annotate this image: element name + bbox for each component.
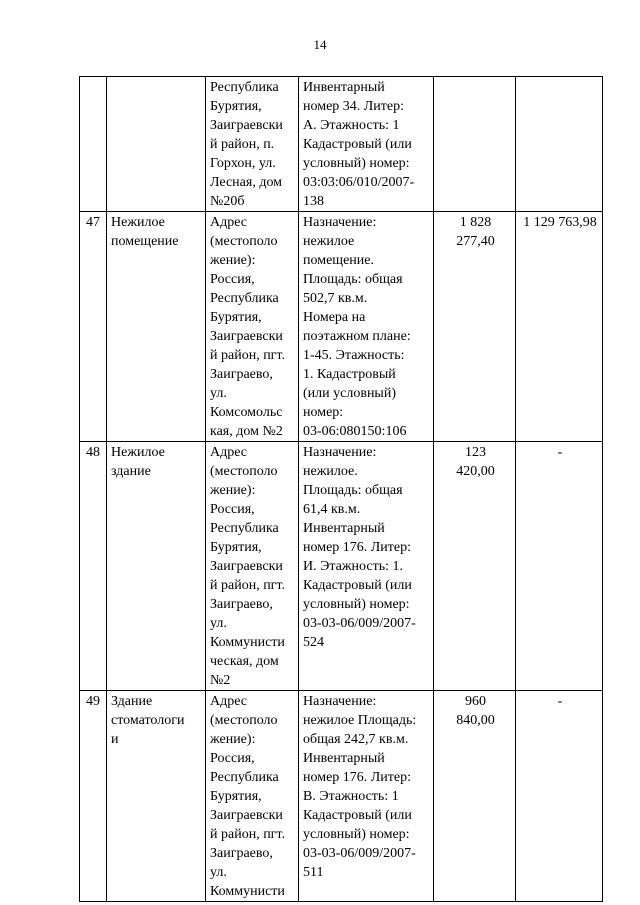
row-number-cell — [80, 77, 107, 212]
cell-text-line: Россия, — [210, 502, 255, 517]
cell-text-line: 1 129 763,98 — [523, 215, 597, 230]
cell-text-line: помещение. — [303, 253, 374, 268]
cell-text-line: и — [111, 732, 119, 747]
cell-text-line: Республика — [210, 80, 279, 95]
address-cell — [206, 442, 299, 691]
cell-text-line: Комсомольс — [210, 405, 283, 420]
cost-cell — [434, 212, 516, 442]
page-number: 14 — [313, 37, 327, 52]
cell-text-line: (или условный) — [303, 386, 396, 401]
characteristics-cell — [299, 442, 434, 691]
address-cell — [206, 691, 299, 902]
cell-text-line: 502,7 кв.м. — [303, 291, 368, 306]
cell-text-line: общая 242,7 кв.м. — [303, 732, 409, 747]
characteristics-cell — [299, 212, 434, 442]
cell-text-line: условный) номер: — [303, 827, 410, 842]
cell-text-line: условный) номер: — [303, 156, 410, 171]
cell-text-line: номер 176. Литер: — [303, 540, 412, 555]
cell-text-line: Коммунисти — [210, 635, 285, 650]
cell-text-line: 511 — [303, 865, 324, 880]
cell-text-line: Республика — [210, 521, 279, 536]
cell-text-line: 123 — [465, 445, 486, 460]
cell-text-line: 960 — [465, 694, 486, 709]
cell-text-line: помещение — [111, 234, 179, 249]
cell-text-line: условный) номер: — [303, 597, 410, 612]
cell-text-line: Адрес — [210, 445, 248, 460]
cell-text-line: Инвентарный — [303, 751, 385, 766]
cell-text-line: Бурятия, — [210, 99, 262, 114]
cell-text-line: Республика — [210, 770, 279, 785]
cell-text-line: Россия, — [210, 751, 255, 766]
cell-text-line: Россия, — [210, 272, 255, 287]
cell-text-line: Инвентарный — [303, 521, 385, 536]
residual-value-cell — [516, 77, 603, 212]
cell-text-line: №2 — [210, 673, 231, 688]
cell-text-line: 03-03-06/009/2007- — [303, 846, 416, 861]
row-number-cell: 48 — [80, 442, 107, 691]
characteristics-cell — [299, 77, 434, 212]
cell-text-line: 03-03-06/009/2007- — [303, 616, 416, 631]
cell-text-line: ул. — [210, 386, 227, 401]
cell-text-line: Заиграево, — [210, 367, 273, 382]
cell-text-line: В. Этажность: 1 — [303, 789, 399, 804]
residual-value-cell — [516, 691, 603, 902]
table-row — [80, 691, 603, 902]
cell-text-line: Номера на — [303, 310, 366, 325]
address-cell — [206, 77, 299, 212]
cell-text-line: здание — [111, 464, 151, 479]
cell-text-line: 420,00 — [456, 464, 495, 479]
cost-cell — [434, 691, 516, 902]
cell-text-line: ческая, дом — [210, 654, 279, 669]
cell-text-line: й район, пгт. — [210, 578, 285, 593]
cell-text-line: 277,40 — [456, 234, 495, 249]
cell-text-line: й район, пгт. — [210, 827, 285, 842]
cell-text-line: (местополо — [210, 234, 278, 249]
cell-text-line: Бурятия, — [210, 310, 262, 325]
cell-text-line: 03-06:080150:106 — [303, 424, 407, 439]
cell-text-line: - — [557, 445, 563, 460]
cell-text-line: Заиграевски — [210, 559, 283, 574]
cell-text-line: Площадь: общая — [303, 483, 403, 498]
cell-text-line: Лесная, дом — [210, 175, 283, 190]
cell-text-line: нежилое Площадь: — [303, 713, 417, 728]
cell-text-line: И. Этажность: 1. — [303, 559, 403, 574]
cell-text-line: жение): — [210, 253, 256, 268]
cell-text-line: 1-45. Этажность: — [303, 348, 405, 363]
cell-text-line: Адрес — [210, 215, 248, 230]
cell-text-line: Кадастровый (или — [303, 808, 412, 823]
cell-text-line: номер 176. Литер: — [303, 770, 412, 785]
cell-text-line: Нежилое — [111, 445, 165, 460]
address-cell — [206, 212, 299, 442]
object-name-cell — [107, 691, 206, 902]
cell-text-line: стоматологи — [111, 713, 185, 728]
characteristics-cell — [299, 691, 434, 902]
cell-text-line: 03:03:06/010/2007- — [303, 175, 415, 190]
row-number-cell: 49 — [80, 691, 107, 902]
cell-text-line: кая, дом №2 — [210, 424, 283, 439]
cell-text-line: 1. Кадастровый — [303, 367, 396, 382]
cell-text-line: Горхон, ул. — [210, 156, 276, 171]
cell-text-line: 524 — [303, 635, 324, 650]
cell-text-line: ул. — [210, 865, 227, 880]
cost-cell — [434, 77, 516, 212]
object-name-cell — [107, 212, 206, 442]
cell-text-line: 1 828 — [459, 215, 492, 230]
cell-text-line: А. Этажность: 1 — [303, 118, 400, 133]
cell-text-line: Заиграевски — [210, 329, 283, 344]
cell-text-line: 138 — [303, 194, 324, 209]
cell-text-line: Назначение: — [303, 215, 377, 230]
cell-text-line: Адрес — [210, 694, 248, 709]
object-name-cell — [107, 442, 206, 691]
cell-text-line: Заиграевски — [210, 808, 283, 823]
property-table — [79, 76, 603, 902]
cell-text-line: Кадастровый (или — [303, 578, 412, 593]
cell-text-line: Назначение: — [303, 694, 377, 709]
cell-text-line: Площадь: общая — [303, 272, 403, 287]
cell-text-line: 61,4 кв.м. — [303, 502, 361, 517]
cell-text-line: Здание — [111, 694, 153, 709]
cost-cell — [434, 442, 516, 691]
cell-text-line: - — [557, 694, 563, 709]
cell-text-line: Инвентарный — [303, 80, 385, 95]
cell-text-line: жение): — [210, 732, 256, 747]
cell-text-line: Заиграево, — [210, 846, 273, 861]
cell-text-line: №20б — [210, 194, 245, 209]
cell-text-line: Нежилое — [111, 215, 165, 230]
cell-text-line: Кадастровый (или — [303, 137, 412, 152]
cell-text-line: 840,00 — [456, 713, 495, 728]
cell-text-line: й район, п. — [210, 137, 275, 152]
object-name-cell — [107, 77, 206, 212]
cell-text-line: (местополо — [210, 713, 278, 728]
residual-value-cell — [516, 212, 603, 442]
cell-text-line: Заиграевски — [210, 118, 283, 133]
cell-text-line: ул. — [210, 616, 227, 631]
cell-text-line: й район, пгт. — [210, 348, 285, 363]
table-row — [80, 77, 603, 212]
table-row — [80, 442, 603, 691]
cell-text-line: Назначение: — [303, 445, 377, 460]
cell-text-line: Заиграево, — [210, 597, 273, 612]
cell-text-line: поэтажном плане: — [303, 329, 411, 344]
cell-text-line: Бурятия, — [210, 789, 262, 804]
cell-text-line: жение): — [210, 483, 256, 498]
cell-text-line: Республика — [210, 291, 279, 306]
cell-text-line: нежилое — [303, 234, 355, 249]
row-number-cell: 47 — [80, 212, 107, 442]
residual-value-cell — [516, 442, 603, 691]
cell-text-line: номер: — [303, 405, 344, 420]
cell-text-line: Бурятия, — [210, 540, 262, 555]
table-row — [80, 212, 603, 442]
cell-text-line: (местополо — [210, 464, 278, 479]
cell-text-line: нежилое. — [303, 464, 358, 479]
cell-text-line: Коммунисти — [210, 884, 285, 899]
cell-text-line: номер 34. Литер: — [303, 99, 405, 114]
